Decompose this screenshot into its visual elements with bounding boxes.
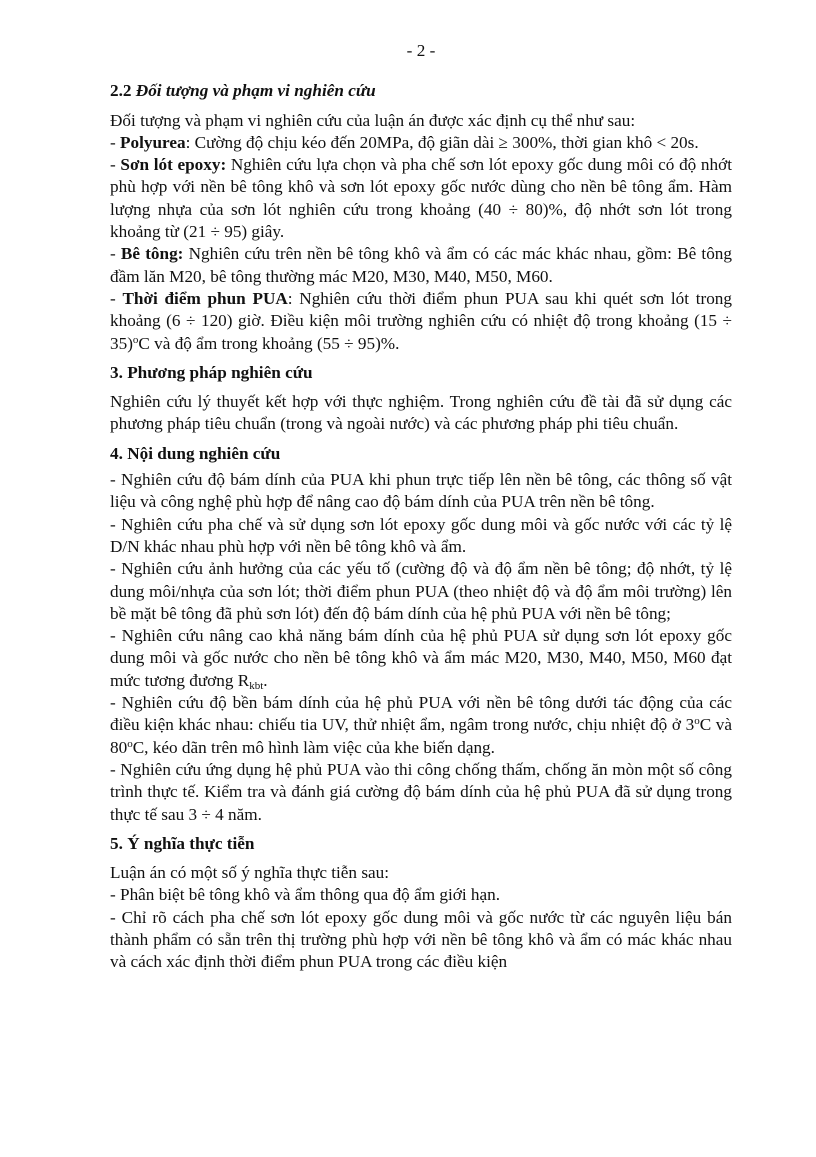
list-dash: - <box>110 288 123 308</box>
section-2-2-intro: Đối tượng và phạm vi nghiên cứu của luận án được xác định cụ thể như sau: <box>110 110 636 130</box>
section-5-heading: 5. Ý nghĩa thực tiễn <box>110 833 255 853</box>
list-text: - Nghiên cứu nâng cao khả năng bám dính của hệ phủ PUA sử dụng sơn lót epoxy gốc dung môi và gốc nước cho nền bê tông khô và ẩm mác M20, M30, M40, M50, M60 đạt mức tương đương R <box>110 626 732 690</box>
section-4-item-5 <box>110 692 732 759</box>
section-4-item-2: - Nghiên cứu pha chế và sử dụng sơn lót epoxy gốc dung môi và gốc nước với các tỷ lệ D/N khác nhau phù hợp với nền bê tông khô và ẩm. <box>110 514 732 556</box>
list-text: : Nghiên cứu thời điểm phun PUA sau khi quét sơn lót trong khoảng (6 ÷ 120) giờ. Điều kiện môi trường nghiên cứu có nhiệt độ trong khoảng (15 ÷ 35) <box>110 288 732 353</box>
list-label: Sơn lót epoxy: <box>120 155 227 175</box>
list-text: : Cường độ chịu kéo đến 20MPa, độ giãn dài ≥ 300%, thời gian khô < 20s. <box>185 132 699 152</box>
subscript: kbt <box>249 679 264 692</box>
superscript: o <box>127 737 133 750</box>
section-4-item-3: - Nghiên cứu ảnh hưởng của các yếu tố (cường độ và độ ẩm nền bê tông; độ nhớt, tỷ lệ dung môi/nhựa của sơn lót; thời điểm phun PUA (theo nhiệt độ và độ ẩm môi trường) lên bề mặt bê tông đã phủ sơn lót) đến độ bám dính của hệ phủ PUA với nền bê tông; <box>110 559 732 623</box>
list-text: C, kéo dãn trên mô hình làm việc của khe biến dạng. <box>132 737 495 757</box>
section-4-heading: 4. Nội dung nghiên cứu <box>110 443 281 463</box>
section-4-item-6: - Nghiên cứu ứng dụng hệ phủ PUA vào thi công chống thấm, chống ăn mòn một số công trình thực tế. Kiểm tra và đánh giá cường độ bám dính của hệ phủ PUA đã sử dụng trong thực tế sau 3 ÷ 4 năm. <box>110 759 732 824</box>
section-5-item-2: - Chỉ rõ cách pha chế sơn lót epoxy gốc dung môi và gốc nước từ các nguyên liệu bán thành phẩm có sẵn trên thị trường phù hợp với nền bê tông khô và ẩm có mác khác nhau và cách xác định thời điểm phun PUA trong các điều kiện <box>110 907 732 972</box>
list-text: Nghiên cứu lựa chọn và pha chế sơn lót epoxy gốc dung môi có độ nhớt phù hợp với nền bê tông khô và sơn lót epoxy gốc nước dùng cho nền bê tông ẩm. Hàm lượng nhựa của sơn lót nghiên cứu trong khoảng (40 ÷ 80)%, độ nhớt sơn lót trong khoảng từ (21 ÷ 95) giây. <box>110 155 732 242</box>
section-5-item-1: - Phân biệt bê tông khô và ẩm thông qua độ ẩm giới hạn. <box>110 885 501 905</box>
list-text: Nghiên cứu trên nền bê tông khô và ẩm có các mác khác nhau, gồm: Bê tông đầm lăn M20, bê tông thường mác M20, M30, M40, M50, M60. <box>110 244 732 286</box>
list-label: Thời điểm phun PUA <box>122 288 288 308</box>
section-5-intro: Luận án có một số ý nghĩa thực tiễn sau: <box>110 863 390 883</box>
list-item-polyurea <box>110 132 732 154</box>
page-number: - 2 - <box>406 41 436 60</box>
section-2-2-number: 2.2 <box>110 81 132 101</box>
document-page <box>110 40 732 974</box>
list-text: - Nghiên cứu độ bền bám dính của hệ phủ PUA với nền bê tông dưới tác động của các điều kiện khác nhau: chiếu tia UV, thử nhiệt ẩm, ngâm trong nước, chịu nhiệt độ ở 3 <box>110 693 732 735</box>
section-3-body: Nghiên cứu lý thuyết kết hợp với thực nghiệm. Trong nghiên cứu đề tài đã sử dụng các phương pháp tiêu chuẩn (trong và ngoài nước) và các phương pháp phi tiêu chuẩn. <box>110 392 732 434</box>
list-item-primer <box>110 154 732 243</box>
list-item-concrete <box>110 243 732 288</box>
section-2-2-title: Đối tượng và phạm vi nghiên cứu <box>131 81 376 101</box>
superscript: o <box>694 715 700 728</box>
list-text: C và độ ẩm trong khoảng (55 ÷ 95)%. <box>138 333 400 353</box>
list-text: C và 80 <box>110 715 732 757</box>
superscript: o <box>132 333 139 346</box>
list-dash: - <box>110 155 121 175</box>
section-2-2-heading <box>110 80 732 102</box>
section-3-heading: 3. Phương pháp nghiên cứu <box>110 362 313 382</box>
list-item-spray-time <box>110 288 732 355</box>
section-4-item-4 <box>110 625 732 692</box>
list-text: . <box>263 670 268 690</box>
list-label: Polyurea <box>120 132 186 152</box>
list-label: Bê tông: <box>120 244 184 264</box>
list-dash: - <box>110 244 121 264</box>
section-4-item-1: - Nghiên cứu độ bám dính của PUA khi phun trực tiếp lên nền bê tông, các thông số vật liệu và công nghệ phù hợp để nâng cao độ bám dính của PUA trên nền bê tông. <box>110 470 732 512</box>
list-dash: - <box>110 132 121 152</box>
